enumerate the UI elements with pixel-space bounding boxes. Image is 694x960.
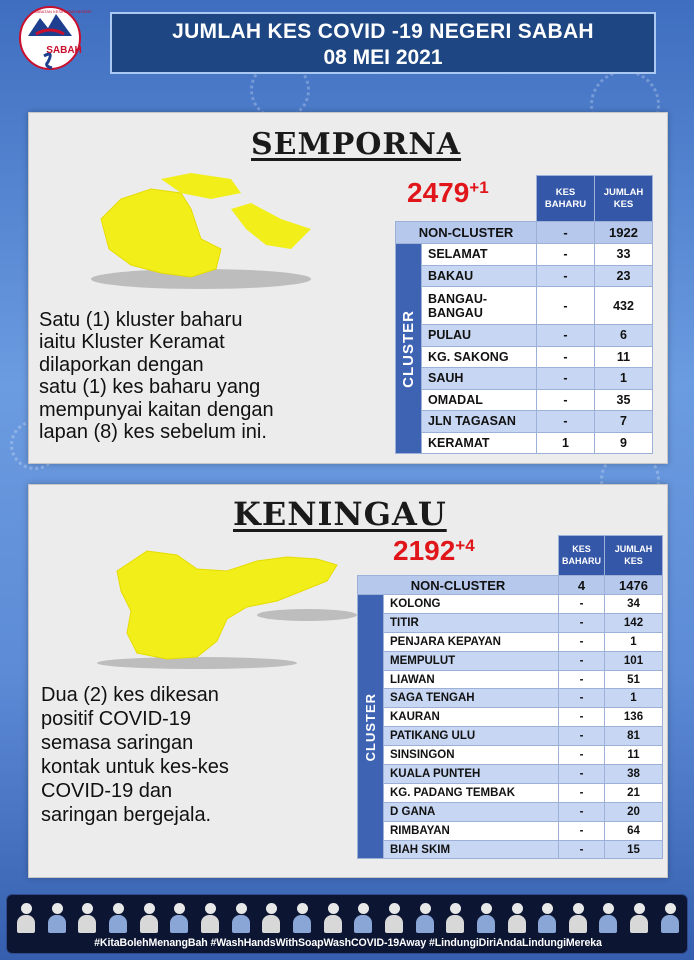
person-icon bbox=[140, 903, 158, 933]
person-icon bbox=[17, 903, 35, 933]
table-row bbox=[358, 802, 663, 821]
cell-total: 15 bbox=[605, 840, 663, 859]
keningau-map bbox=[87, 541, 357, 671]
table-row bbox=[396, 411, 653, 433]
non-cluster-label: NON-CLUSTER bbox=[358, 576, 559, 595]
cell-total: 51 bbox=[605, 670, 663, 689]
cell-cluster-name: KOLONG bbox=[384, 595, 559, 614]
cell-new: 4 bbox=[559, 576, 605, 595]
logo-text: SABAH bbox=[46, 45, 82, 56]
cell-total: 23 bbox=[595, 265, 653, 287]
cell-total: 136 bbox=[605, 708, 663, 727]
table-row bbox=[358, 727, 663, 746]
cell-total: 11 bbox=[595, 346, 653, 368]
col-header-total-cases: JUMLAH KES bbox=[605, 536, 663, 576]
cell-total: 9 bbox=[595, 432, 653, 454]
person-icon bbox=[385, 903, 403, 933]
cell-total: 20 bbox=[605, 802, 663, 821]
person-icon bbox=[324, 903, 342, 933]
cell-cluster-name: PULAU bbox=[422, 325, 537, 347]
cell-new: - bbox=[537, 411, 595, 433]
col-header-new-cases: KES BAHARU bbox=[537, 176, 595, 222]
district-title-keningau: KENINGAU bbox=[233, 495, 447, 533]
table-row bbox=[358, 840, 663, 859]
cell-new: - bbox=[559, 689, 605, 708]
table-row bbox=[358, 746, 663, 765]
description-line: Dua (2) kes dikesan bbox=[41, 684, 219, 706]
cell-new: - bbox=[559, 632, 605, 651]
frontliner-figures bbox=[17, 899, 679, 933]
new-cases-superscript: +4 bbox=[455, 536, 475, 555]
cell-new: - bbox=[559, 746, 605, 765]
person-icon bbox=[293, 903, 311, 933]
table-row bbox=[358, 651, 663, 670]
cell-cluster-name: MEMPULUT bbox=[384, 651, 559, 670]
footer-banner bbox=[6, 894, 688, 954]
cell-cluster-name: JLN TAGASAN bbox=[422, 411, 537, 433]
table-row-non-cluster bbox=[396, 222, 653, 244]
cluster-vertical-label: CLUSTER bbox=[358, 595, 384, 859]
person-icon bbox=[232, 903, 250, 933]
description-line: satu (1) kes baharu yang bbox=[39, 376, 261, 399]
cell-cluster-name: OMADAL bbox=[422, 389, 537, 411]
cell-cluster-name: SAUH bbox=[422, 368, 537, 390]
cell-total: 142 bbox=[605, 613, 663, 632]
cell-cluster-name: KUALA PUNTEH bbox=[384, 765, 559, 784]
table-row bbox=[396, 432, 653, 454]
cell-new: 1 bbox=[537, 432, 595, 454]
cell-new: - bbox=[559, 840, 605, 859]
total-number: 2192 bbox=[393, 535, 456, 566]
cell-total: 38 bbox=[605, 765, 663, 784]
person-icon bbox=[48, 903, 66, 933]
cell-new: - bbox=[559, 727, 605, 746]
cell-cluster-name: KG. PADANG TEMBAK bbox=[384, 783, 559, 802]
cell-new: - bbox=[559, 595, 605, 614]
person-icon bbox=[109, 903, 127, 933]
cell-new: - bbox=[537, 265, 595, 287]
cell-new: - bbox=[537, 368, 595, 390]
jkn-sabah-logo bbox=[14, 4, 92, 72]
keningau-panel bbox=[28, 484, 668, 878]
cell-cluster-name: KERAMAT bbox=[422, 432, 537, 454]
cell-new: - bbox=[537, 346, 595, 368]
table-row bbox=[358, 613, 663, 632]
cell-cluster-name: BAKAU bbox=[422, 265, 537, 287]
cell-cluster-name: LIAWAN bbox=[384, 670, 559, 689]
description-keningau bbox=[41, 683, 361, 827]
page-date: 08 MEI 2021 bbox=[323, 46, 443, 69]
person-icon bbox=[477, 903, 495, 933]
cell-new: - bbox=[537, 244, 595, 266]
col-header-new-cases: KES BAHARU bbox=[559, 536, 605, 576]
cluster-table-keningau bbox=[357, 535, 663, 859]
description-line: mempunyai kaitan dengan bbox=[39, 398, 274, 421]
cell-new: - bbox=[559, 783, 605, 802]
cell-new: - bbox=[559, 613, 605, 632]
cell-total: 35 bbox=[595, 389, 653, 411]
person-icon bbox=[78, 903, 96, 933]
cell-new: - bbox=[559, 670, 605, 689]
person-icon bbox=[354, 903, 372, 933]
cell-total: 34 bbox=[605, 595, 663, 614]
person-icon bbox=[201, 903, 219, 933]
cell-cluster-name: KAURAN bbox=[384, 708, 559, 727]
non-cluster-label: NON-CLUSTER bbox=[396, 222, 537, 244]
cell-cluster-name: RIMBAYAN bbox=[384, 821, 559, 840]
cell-total: 1 bbox=[595, 368, 653, 390]
cell-total: 7 bbox=[595, 411, 653, 433]
person-icon bbox=[262, 903, 280, 933]
cell-cluster-name: D GANA bbox=[384, 802, 559, 821]
description-line: lapan (8) kes sebelum ini. bbox=[39, 420, 267, 443]
cell-total: 1476 bbox=[605, 576, 663, 595]
cell-new: - bbox=[559, 802, 605, 821]
description-line: semasa saringan bbox=[41, 732, 194, 754]
table-row bbox=[358, 632, 663, 651]
cell-cluster-name: BANGAU- BANGAU bbox=[422, 287, 537, 325]
cell-total: 81 bbox=[605, 727, 663, 746]
table-row bbox=[396, 346, 653, 368]
cell-cluster-name: SAGA TENGAH bbox=[384, 689, 559, 708]
cell-total: 6 bbox=[595, 325, 653, 347]
cell-cluster-name: BIAH SKIM bbox=[384, 840, 559, 859]
cell-cluster-name: SINSINGON bbox=[384, 746, 559, 765]
cell-total: 21 bbox=[605, 783, 663, 802]
table-row bbox=[396, 368, 653, 390]
table-row bbox=[358, 821, 663, 840]
cell-cluster-name: KG. SAKONG bbox=[422, 346, 537, 368]
cell-total: 64 bbox=[605, 821, 663, 840]
cell-total: 1922 bbox=[595, 222, 653, 244]
cell-new: - bbox=[537, 222, 595, 244]
cell-total: 1 bbox=[605, 689, 663, 708]
person-icon bbox=[538, 903, 556, 933]
description-line: COVID-19 dan bbox=[41, 780, 173, 802]
table-row bbox=[396, 389, 653, 411]
person-icon bbox=[416, 903, 434, 933]
cell-new: - bbox=[537, 389, 595, 411]
table-row bbox=[358, 708, 663, 727]
cluster-vertical-label: CLUSTER bbox=[396, 244, 422, 454]
cell-cluster-name: TITIR bbox=[384, 613, 559, 632]
description-line: dilaporkan dengan bbox=[39, 353, 204, 376]
table-row bbox=[358, 765, 663, 784]
description-line: iaitu Kluster Keramat bbox=[39, 331, 225, 354]
semporna-panel bbox=[28, 112, 668, 464]
person-icon bbox=[630, 903, 648, 933]
cell-cluster-name: PATIKANG ULU bbox=[384, 727, 559, 746]
new-cases-superscript: +1 bbox=[469, 178, 489, 197]
cell-new: - bbox=[559, 708, 605, 727]
cell-cluster-name: SELAMAT bbox=[422, 244, 537, 266]
table-row bbox=[358, 783, 663, 802]
cell-new: - bbox=[559, 765, 605, 784]
person-icon bbox=[170, 903, 188, 933]
table-row bbox=[358, 670, 663, 689]
person-icon bbox=[599, 903, 617, 933]
cell-new: - bbox=[537, 287, 595, 325]
logo-top-text: JABATAN KESIHATAN NEGERI bbox=[34, 9, 92, 14]
table-row bbox=[396, 287, 653, 325]
cell-new: - bbox=[559, 821, 605, 840]
table-row bbox=[396, 244, 653, 266]
description-line: saringan bergejala. bbox=[41, 804, 212, 826]
person-icon bbox=[661, 903, 679, 933]
table-row bbox=[396, 265, 653, 287]
cell-cluster-name: PENJARA KEPAYAN bbox=[384, 632, 559, 651]
table-row bbox=[358, 689, 663, 708]
description-line: positif COVID-19 bbox=[41, 708, 192, 730]
description-semporna bbox=[39, 309, 399, 443]
semporna-map bbox=[81, 169, 341, 299]
cell-new: - bbox=[559, 651, 605, 670]
hashtags: #KitaBolehMenangBah #WashHandsWithSoapWashCOVID-19Away #LindungiDiriAndaLindungiMereka bbox=[94, 937, 602, 949]
table-row-non-cluster bbox=[358, 576, 663, 595]
cluster-table-semporna bbox=[395, 175, 653, 454]
total-number: 2479 bbox=[407, 177, 470, 208]
cell-total: 1 bbox=[605, 632, 663, 651]
cell-new: - bbox=[537, 325, 595, 347]
cell-total: 11 bbox=[605, 746, 663, 765]
description-line: kontak untuk kes-kes bbox=[41, 756, 229, 778]
table-row bbox=[358, 595, 663, 614]
cell-total: 33 bbox=[595, 244, 653, 266]
col-header-total-cases: JUMLAH KES bbox=[595, 176, 653, 222]
person-icon bbox=[569, 903, 587, 933]
table-row bbox=[396, 325, 653, 347]
description-line: Satu (1) kluster baharu bbox=[39, 309, 243, 331]
page-title: JUMLAH KES COVID -19 NEGERI SABAH bbox=[172, 20, 594, 43]
district-title-semporna: SEMPORNA bbox=[251, 127, 462, 162]
person-icon bbox=[508, 903, 526, 933]
cell-total: 432 bbox=[595, 287, 653, 325]
cell-total: 101 bbox=[605, 651, 663, 670]
title-banner bbox=[110, 12, 656, 74]
person-icon bbox=[446, 903, 464, 933]
